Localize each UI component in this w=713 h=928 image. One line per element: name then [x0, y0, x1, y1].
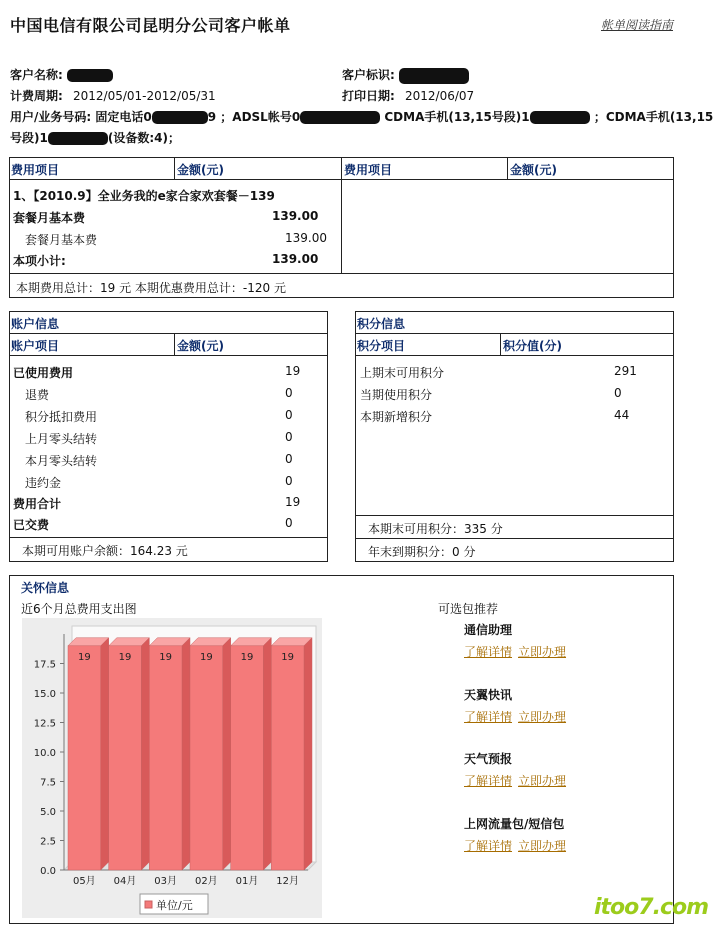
fee-col-item-2: 费用项目	[344, 163, 393, 177]
package-name: 通信助理	[464, 623, 513, 637]
points-row-label: 当期使用积分	[360, 388, 433, 402]
subtotal-value: 139.00	[272, 252, 319, 266]
bar-value-label: 19	[118, 651, 132, 663]
account-balance: 本期可用账户余额：164.23 元	[22, 544, 188, 558]
account-col-item: 账户项目	[11, 339, 60, 353]
points-row-label: 本期新增积分	[360, 410, 433, 424]
package-name: 上网流量包/短信包	[464, 817, 565, 831]
points-row-value: 44	[614, 408, 630, 422]
points-available-divider	[355, 515, 674, 516]
legend-label: 单位/元	[156, 899, 193, 912]
fee-col-divider-2	[341, 157, 342, 274]
bar	[271, 646, 304, 870]
customer-name-row	[10, 66, 113, 83]
package-detail-link[interactable]: 了解详情	[464, 774, 513, 788]
package-name: 天气预报	[464, 752, 513, 766]
service-numbers-row-2	[10, 129, 180, 146]
account-row-label: 退费	[25, 388, 50, 402]
bar-side	[182, 638, 190, 870]
fee-summary-divider	[9, 273, 674, 274]
bar	[109, 646, 142, 870]
bar	[231, 646, 264, 870]
chart-caption: 近6个月总费用支出图	[21, 602, 137, 616]
x-tick-label: 12月	[276, 876, 300, 887]
fixed-phone-label: 固定电话0	[95, 110, 152, 124]
expense-bar-chart	[22, 618, 322, 918]
account-row-value: 0	[285, 474, 293, 488]
fee-col-divider-3	[507, 157, 508, 180]
package-title: 1、【2010.9】全业务我的e家合家欢套餐－139	[13, 189, 275, 203]
bar-side	[223, 638, 231, 870]
y-tick-label: 17.5	[33, 659, 56, 671]
points-row-value: 0	[614, 386, 622, 400]
account-row-value: 0	[285, 430, 293, 444]
monthly-base-label: 套餐月基本费	[13, 211, 86, 225]
package-apply-link[interactable]: 立即办理	[518, 839, 567, 853]
account-col-amount: 金额(元)	[177, 339, 224, 353]
bar-side	[101, 638, 109, 870]
account-row-value: 19	[285, 495, 301, 509]
account-balance-divider	[9, 537, 328, 538]
redacted-adsl	[300, 111, 380, 124]
bar-side	[263, 638, 271, 870]
account-row-value: 0	[285, 408, 293, 422]
recommend-title: 可选包推荐	[438, 602, 499, 616]
monthly-base-sub-label: 套餐月基本费	[25, 233, 98, 247]
fee-summary: 本期费用总计：19 元 本期优惠费用总计：-120 元	[16, 281, 286, 295]
y-tick-label: 2.5	[40, 836, 56, 848]
bar-value-label: 19	[281, 651, 295, 663]
adsl-label: ；ADSL帐号0	[220, 110, 301, 124]
package-apply-link[interactable]: 立即办理	[518, 774, 567, 788]
y-tick-label: 15.0	[33, 689, 56, 700]
customer-name-label: 客户名称:	[10, 68, 63, 82]
monthly-base-sub-value: 139.00	[285, 231, 327, 245]
y-tick-label: 7.5	[40, 777, 56, 789]
bar-side	[304, 638, 312, 870]
cdma1-label: CDMA手机(13,15号段)1	[384, 110, 530, 124]
package-apply-link[interactable]: 立即办理	[518, 645, 567, 659]
bar	[149, 646, 182, 870]
x-tick-label: 02月	[194, 876, 218, 887]
bar-value-label: 19	[199, 651, 213, 663]
y-tick-label: 0.0	[40, 866, 56, 877]
bill-title: 中国电信有限公司昆明分公司客户帐单	[10, 16, 291, 35]
redacted-phone	[152, 111, 208, 124]
bar-value-label: 19	[240, 651, 254, 663]
points-col-divider	[500, 333, 501, 356]
period-row	[10, 87, 216, 104]
points-header-divider	[355, 355, 674, 356]
package-apply-link[interactable]: 立即办理	[518, 710, 567, 724]
account-row-label: 已使用费用	[13, 366, 74, 380]
period-value: 2012/05/01-2012/05/31	[73, 89, 216, 103]
package-name: 天翼快讯	[464, 688, 513, 702]
y-tick-label: 12.5	[33, 718, 56, 730]
account-row-value: 0	[285, 516, 293, 530]
monthly-base-value: 139.00	[272, 209, 319, 223]
bar-side	[141, 638, 149, 870]
points-title-divider	[355, 333, 674, 334]
cdma2-suffix: 号段)1	[10, 131, 48, 145]
service-label: 用户/业务号码:	[10, 110, 92, 124]
account-row-label: 违约金	[25, 476, 62, 490]
bar-value-label: 19	[159, 651, 173, 663]
account-row-value: 0	[285, 452, 293, 466]
care-section-title: 关怀信息	[21, 581, 70, 595]
y-tick-label: 5.0	[40, 807, 56, 818]
redacted-name	[67, 69, 113, 82]
redacted-id	[399, 68, 469, 84]
account-row-value: 0	[285, 386, 293, 400]
package-detail-link[interactable]: 了解详情	[464, 645, 513, 659]
points-col-value: 积分值(分)	[503, 339, 562, 353]
fee-col-amount: 金额(元)	[177, 163, 224, 177]
bar-value-label: 19	[77, 651, 91, 663]
account-row-label: 上月零头结转	[25, 432, 98, 446]
fee-col-amount-2: 金额(元)	[510, 163, 557, 177]
package-detail-link[interactable]: 了解详情	[464, 839, 513, 853]
account-col-divider	[174, 333, 175, 356]
fee-col-divider-1	[174, 157, 175, 180]
y-tick-label: 10.0	[33, 748, 56, 759]
device-count: (设备数:4)；	[107, 131, 180, 145]
fee-col-item: 费用项目	[11, 163, 60, 177]
legend-swatch	[145, 901, 152, 908]
package-detail-link[interactable]: 了解详情	[464, 710, 513, 724]
points-available: 本期末可用积分：335 分	[368, 522, 503, 536]
bar	[190, 646, 223, 870]
period-label: 计费周期:	[10, 89, 63, 103]
customer-id-row	[342, 66, 469, 84]
points-section-title: 积分信息	[357, 317, 406, 331]
x-tick-label: 03月	[154, 876, 178, 887]
subtotal-label: 本项小计:	[13, 254, 66, 268]
x-tick-label: 01月	[235, 876, 259, 887]
account-header-divider	[9, 355, 328, 356]
points-expiring: 年末到期积分：0 分	[368, 545, 476, 559]
account-row-label: 已交费	[13, 518, 50, 532]
cdma2-label: ；CDMA手机(13,15	[593, 110, 713, 124]
points-row-value: 291	[614, 364, 637, 378]
print-date-value: 2012/06/07	[405, 89, 475, 103]
account-section-title: 账户信息	[11, 317, 60, 331]
phone-digit: 9	[207, 110, 217, 124]
account-row-label: 积分抵扣费用	[25, 410, 98, 424]
x-tick-label: 04月	[113, 876, 137, 887]
bar	[68, 646, 101, 870]
redacted-cdma1	[530, 111, 590, 124]
print-date-label: 打印日期:	[342, 89, 395, 103]
bill-guide-link[interactable]: 帐单阅读指南	[600, 18, 673, 32]
points-expiring-divider	[355, 538, 674, 539]
account-row-value: 19	[285, 364, 301, 378]
x-tick-label: 05月	[72, 876, 96, 887]
account-title-divider	[9, 333, 328, 334]
points-row-label: 上期末可用积分	[360, 366, 445, 380]
print-date-row	[342, 87, 474, 104]
redacted-cdma2	[48, 132, 108, 145]
account-row-label: 本月零头结转	[25, 454, 98, 468]
customer-id-label: 客户标识:	[342, 68, 395, 82]
service-numbers-row	[10, 108, 713, 125]
points-col-item: 积分项目	[357, 339, 406, 353]
site-watermark: itoo7.com	[594, 895, 709, 920]
account-row-label: 费用合计	[13, 497, 62, 511]
